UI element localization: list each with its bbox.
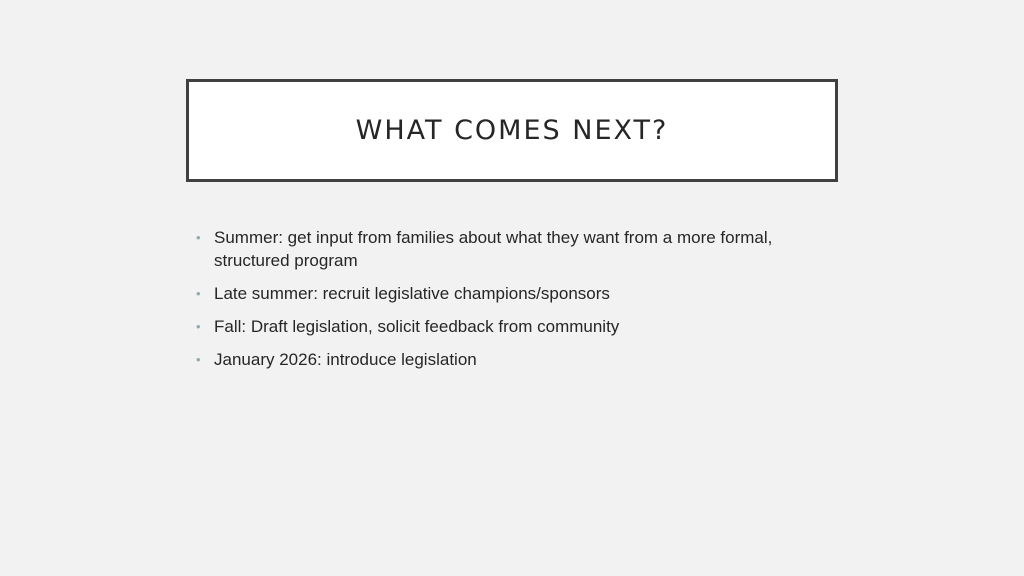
bullet-text: January 2026: introduce legislation <box>214 350 477 369</box>
bullet-text: Late summer: recruit legislative champions/sponsors <box>214 284 610 303</box>
title-box <box>186 79 838 182</box>
bullet-dot-icon: • <box>196 286 201 301</box>
bullet-item <box>194 226 834 272</box>
bullet-item <box>194 315 834 338</box>
bullet-text: Summer: get input from families about what they want from a more formal, structured program <box>214 228 773 270</box>
bullet-dot-icon: • <box>196 352 201 367</box>
slide-title: WHAT COMES NEXT? <box>355 115 669 146</box>
bullet-list <box>194 226 834 381</box>
bullet-text: Fall: Draft legislation, solicit feedback from community <box>214 317 620 336</box>
bullet-dot-icon: • <box>196 230 201 245</box>
bullet-item <box>194 348 834 371</box>
bullet-item <box>194 282 834 305</box>
bullet-dot-icon: • <box>196 319 201 334</box>
